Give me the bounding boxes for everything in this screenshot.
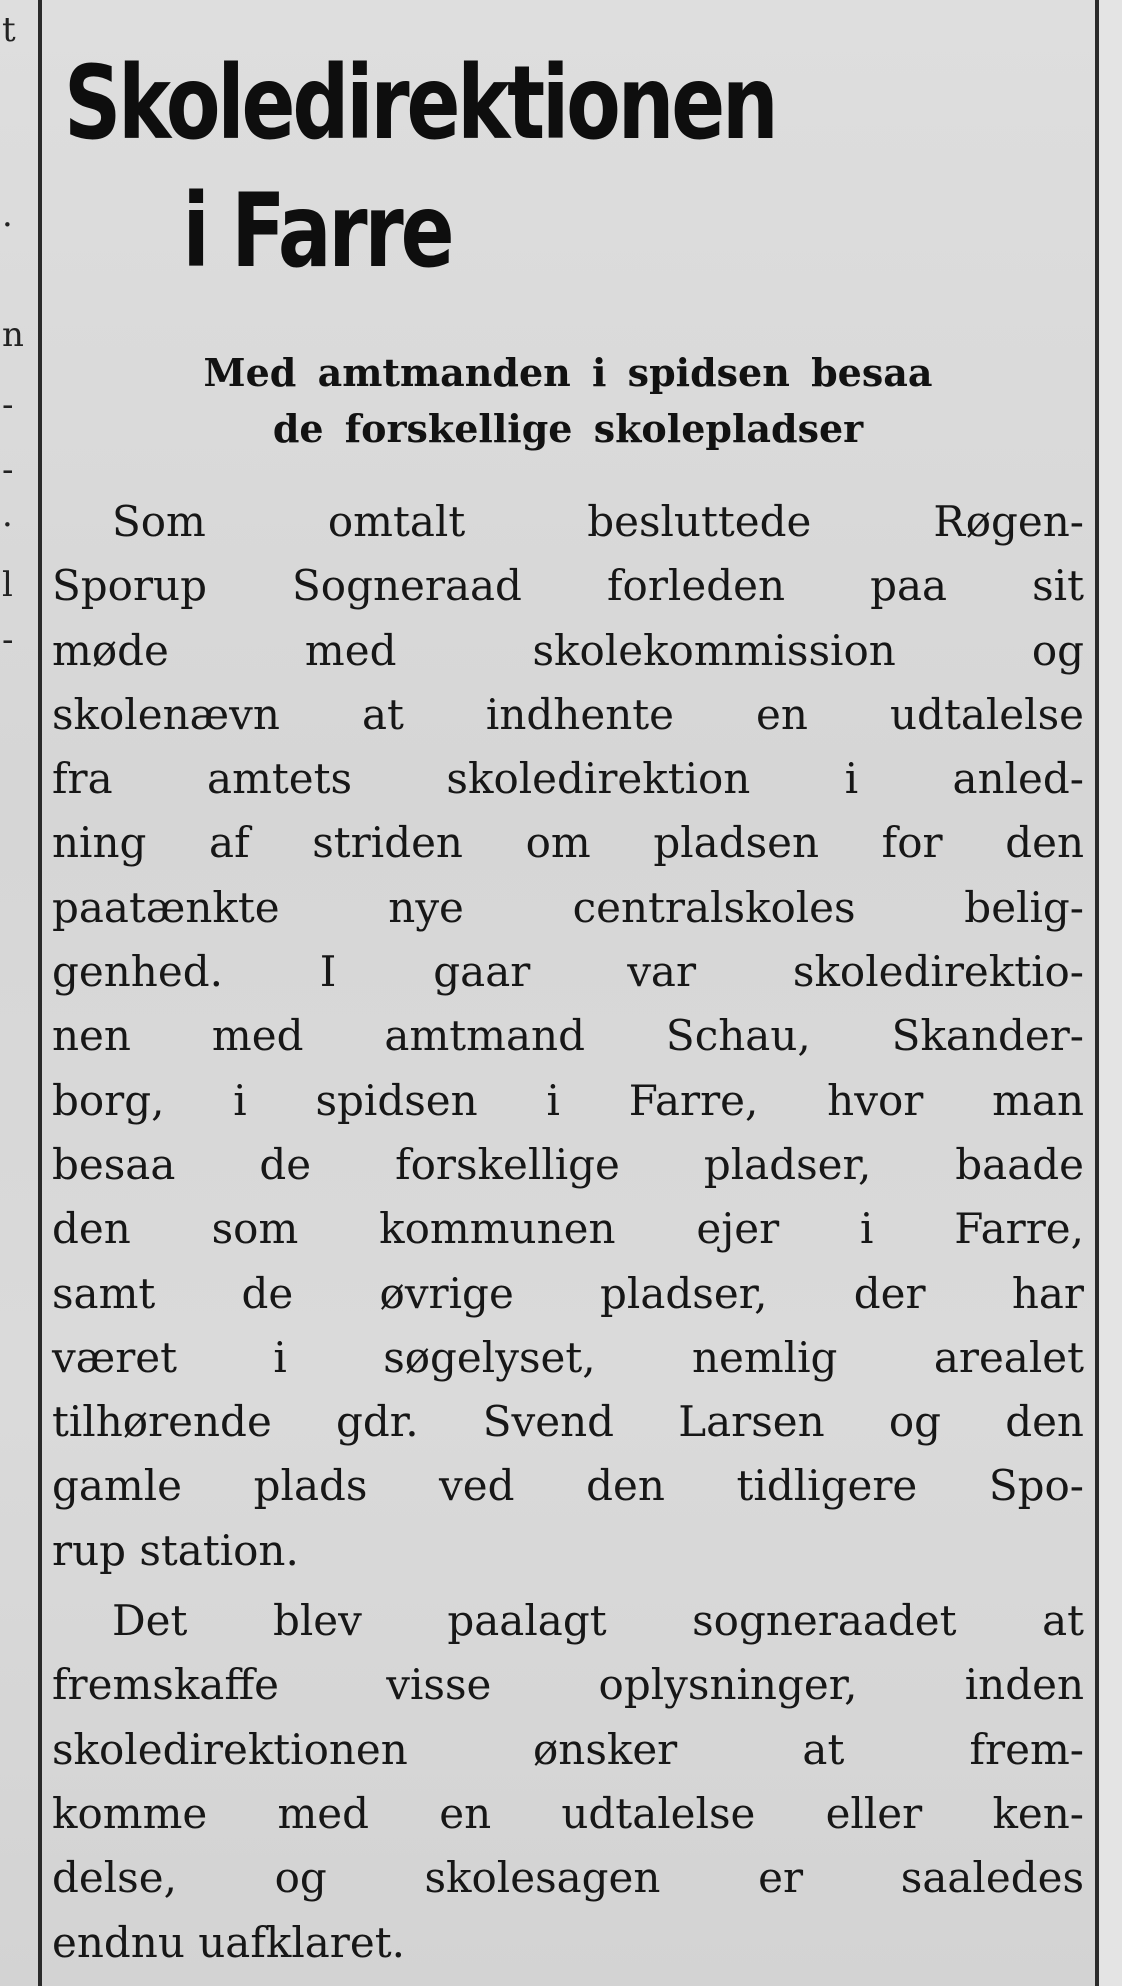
body-line: endnu uafklaret. (52, 1917, 405, 1967)
body-line: borg, i spidsen i Farre, hvor man (52, 1075, 1084, 1125)
body-line: fremskaffe visse oplysninger, inden (52, 1660, 1084, 1710)
adjacent-column-fragment (0, 0, 36, 1986)
body-line: Sporup Sogneraad forleden paa sit (52, 561, 1084, 611)
body-line: den som kommunen ejer i Farre, (52, 1204, 1084, 1254)
margin-fragment: - (2, 450, 14, 490)
body-line: skoledirektionen ønsker at frem- (52, 1724, 1084, 1774)
headline-line: Skoledirektionen (64, 44, 776, 163)
paragraph-1 (52, 490, 1084, 1583)
body-line: været i søgelyset, nemlig arealet (52, 1332, 1084, 1382)
article (44, 0, 1092, 1986)
margin-fragment: · (2, 505, 13, 545)
margin-fragment: · (2, 205, 13, 245)
margin-fragment: - (2, 385, 14, 425)
subheadline-line: Med amtmanden i spidsen besaa (203, 350, 933, 395)
margin-fragment: n (2, 315, 24, 355)
body-line: genhed. I gaar var skoledirektio- (52, 947, 1084, 997)
body-line: gamle plads ved den tidligere Spo- (52, 1461, 1084, 1511)
column-rule-left (38, 0, 42, 1986)
body-line: delse, og skolesagen er saaledes (52, 1853, 1084, 1903)
subheadline (44, 345, 1092, 457)
margin-fragment: l (2, 565, 13, 605)
margin-fragment: - (2, 620, 14, 660)
subheadline-line: de forskellige skolepladser (272, 406, 864, 451)
headline-line: i Farre (182, 172, 452, 291)
body-line: besaa de forskellige pladser, baade (52, 1139, 1084, 1189)
body-line: Som omtalt besluttede Røgen- (112, 497, 1084, 546)
body-line: ning af striden om pladsen for den (52, 818, 1084, 868)
body-line: fra amtets skoledirektion i anled- (52, 754, 1084, 804)
body-line: møde med skolekommission og (52, 625, 1084, 675)
article-body (52, 490, 1084, 1975)
body-line: nen med amtmand Schau, Skander- (52, 1011, 1084, 1061)
body-line: skolenævn at indhente en udtalelse (52, 689, 1084, 739)
paragraph-2 (52, 1589, 1084, 1975)
page-edge (1099, 0, 1122, 1986)
body-line: Det blev paalagt sogneraadet at (112, 1596, 1084, 1646)
body-line: rup station. (52, 1525, 299, 1575)
headline (64, 40, 860, 296)
body-line: tilhørende gdr. Svend Larsen og den (52, 1397, 1084, 1447)
body-line: samt de øvrige pladser, der har (52, 1268, 1084, 1318)
body-line: komme med en udtalelse eller ken- (52, 1788, 1084, 1838)
margin-fragment: t (2, 10, 16, 50)
body-line: paatænkte nye centralskoles belig- (52, 882, 1084, 932)
